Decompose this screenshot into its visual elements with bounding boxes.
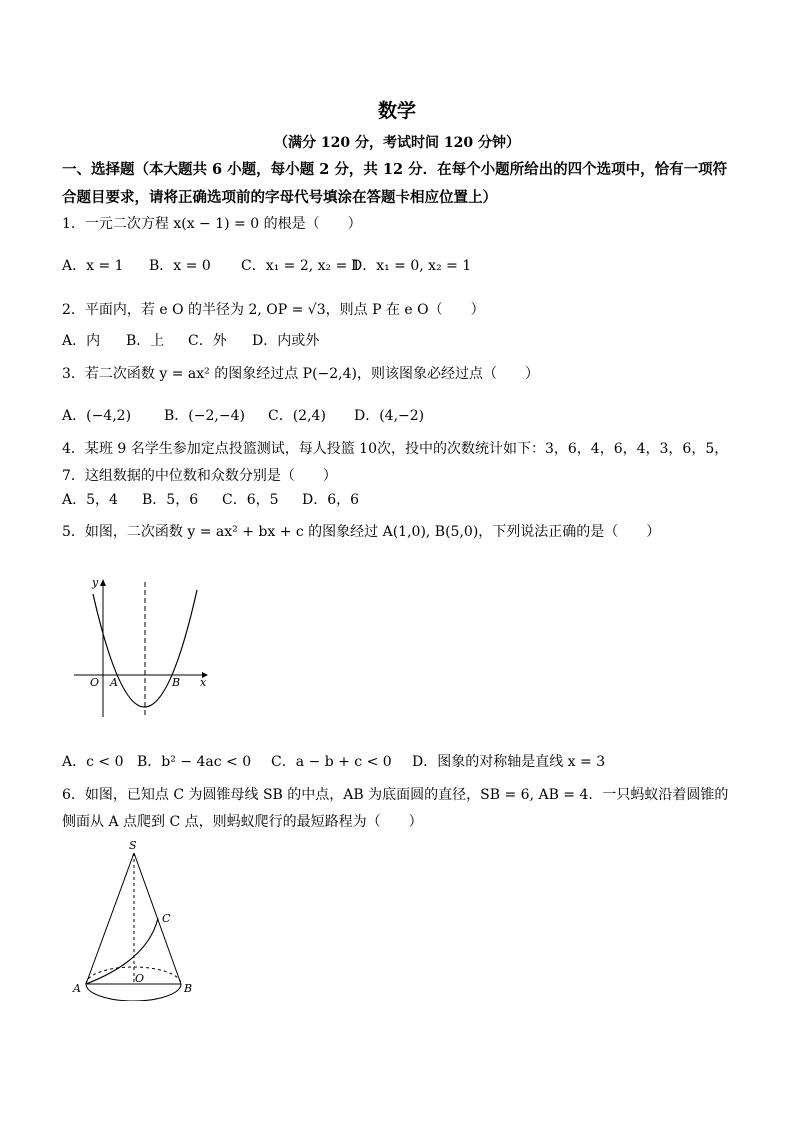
- option-a[interactable]: A．c < 0: [62, 754, 124, 770]
- option-a[interactable]: A．内: [62, 333, 101, 349]
- point-a-label: A: [73, 982, 81, 995]
- option-b[interactable]: B．x = 0: [149, 258, 211, 274]
- question-1-options: [62, 256, 471, 276]
- parabola-figure: [66, 572, 216, 722]
- option-b[interactable]: B．(−2,−4): [164, 408, 245, 424]
- point-o-label: O: [135, 972, 145, 985]
- option-d[interactable]: D．x₁ = 0, x₂ = 1: [351, 258, 472, 274]
- section-heading: 一、选择题（本大题共 6 小题，每小题 2 分，共 12 分．在每个小题所给出的四个选项中，恰有一项符合题目要求，请将正确选项前的字母代号填涂在答题卡相应位置上）: [62, 161, 728, 206]
- question-4-stem: 4．某班 9 名学生参加定点投篮测试，每人投篮 10次，投中的次数统计如下：3，6，4，6，4，3，6，5，7．这组数据的中位数和众数分别是（ ）: [62, 441, 729, 484]
- generatrix-sa: [86, 853, 134, 984]
- option-d[interactable]: D．内或外: [252, 333, 320, 349]
- base-front-arc: [86, 984, 181, 1001]
- origin-label: O: [90, 676, 100, 689]
- option-c[interactable]: C．外: [188, 333, 227, 349]
- point-b-label: B: [184, 982, 193, 995]
- option-d[interactable]: D．图象的对称轴是直线 x = 3: [412, 754, 606, 770]
- point-b-label: B: [172, 676, 181, 689]
- y-axis-arrow-icon: [100, 579, 106, 586]
- option-c[interactable]: C．(2,4): [268, 408, 326, 424]
- option-c[interactable]: C．6，5: [222, 492, 279, 508]
- point-a-label: A: [110, 676, 118, 689]
- question-2-stem: 2．平面内，若 e O 的半径为 2, OP = √3，则点 P 在 e O（ ）: [62, 302, 485, 318]
- page-title: 数学: [377, 100, 416, 122]
- option-a[interactable]: A．(−4,2): [62, 408, 132, 424]
- point-c-label: C: [162, 912, 171, 925]
- option-d[interactable]: D．6，6: [302, 492, 360, 508]
- point-s-label: S: [129, 839, 137, 852]
- option-a[interactable]: A．5，4: [62, 492, 118, 508]
- x-label: x: [200, 676, 207, 689]
- question-6-stem: 6．如图，已知点 C 为圆锥母线 SB 的中点，AB 为底面圆的直径，SB = 6, AB = 4．一只蚂蚁沿着圆锥的侧面从 A 点爬到 C 点，则蚂蚁爬行的最短路程为（ ）: [62, 787, 729, 830]
- question-5-stem: 5．如图，二次函数 y = ax² + bx + c 的图象经过 A(1,0), B(5,0)，下列说法正确的是（ ）: [62, 524, 661, 540]
- question-3-options: [62, 406, 424, 426]
- cone-figure: [66, 836, 206, 1001]
- question-2-options: [62, 331, 319, 351]
- path-ac: [86, 918, 158, 984]
- question-5-options: [62, 752, 605, 772]
- option-a[interactable]: A．x = 1: [62, 258, 124, 274]
- option-b[interactable]: B．上: [126, 333, 165, 349]
- question-4-options: [62, 490, 359, 510]
- question-3-stem: 3．若二次函数 y = ax² 的图象经过点 P(−2,4)，则该图象必经过点（ ）: [62, 366, 539, 382]
- option-b[interactable]: B．b² − 4ac < 0: [137, 754, 252, 770]
- option-c[interactable]: C．x₁ = 2, x₂ = 1: [241, 258, 361, 274]
- y-label: y: [92, 576, 99, 589]
- option-b[interactable]: B．5，6: [142, 492, 199, 508]
- question-1-stem: 1．一元二次方程 x(x − 1) = 0 的根是（ ）: [62, 216, 362, 232]
- exam-info: （满分 120 分，考试时间 120 分钟）: [274, 135, 520, 151]
- option-c[interactable]: C．a − b + c < 0: [271, 754, 392, 770]
- option-d[interactable]: D．(4,−2): [354, 408, 425, 424]
